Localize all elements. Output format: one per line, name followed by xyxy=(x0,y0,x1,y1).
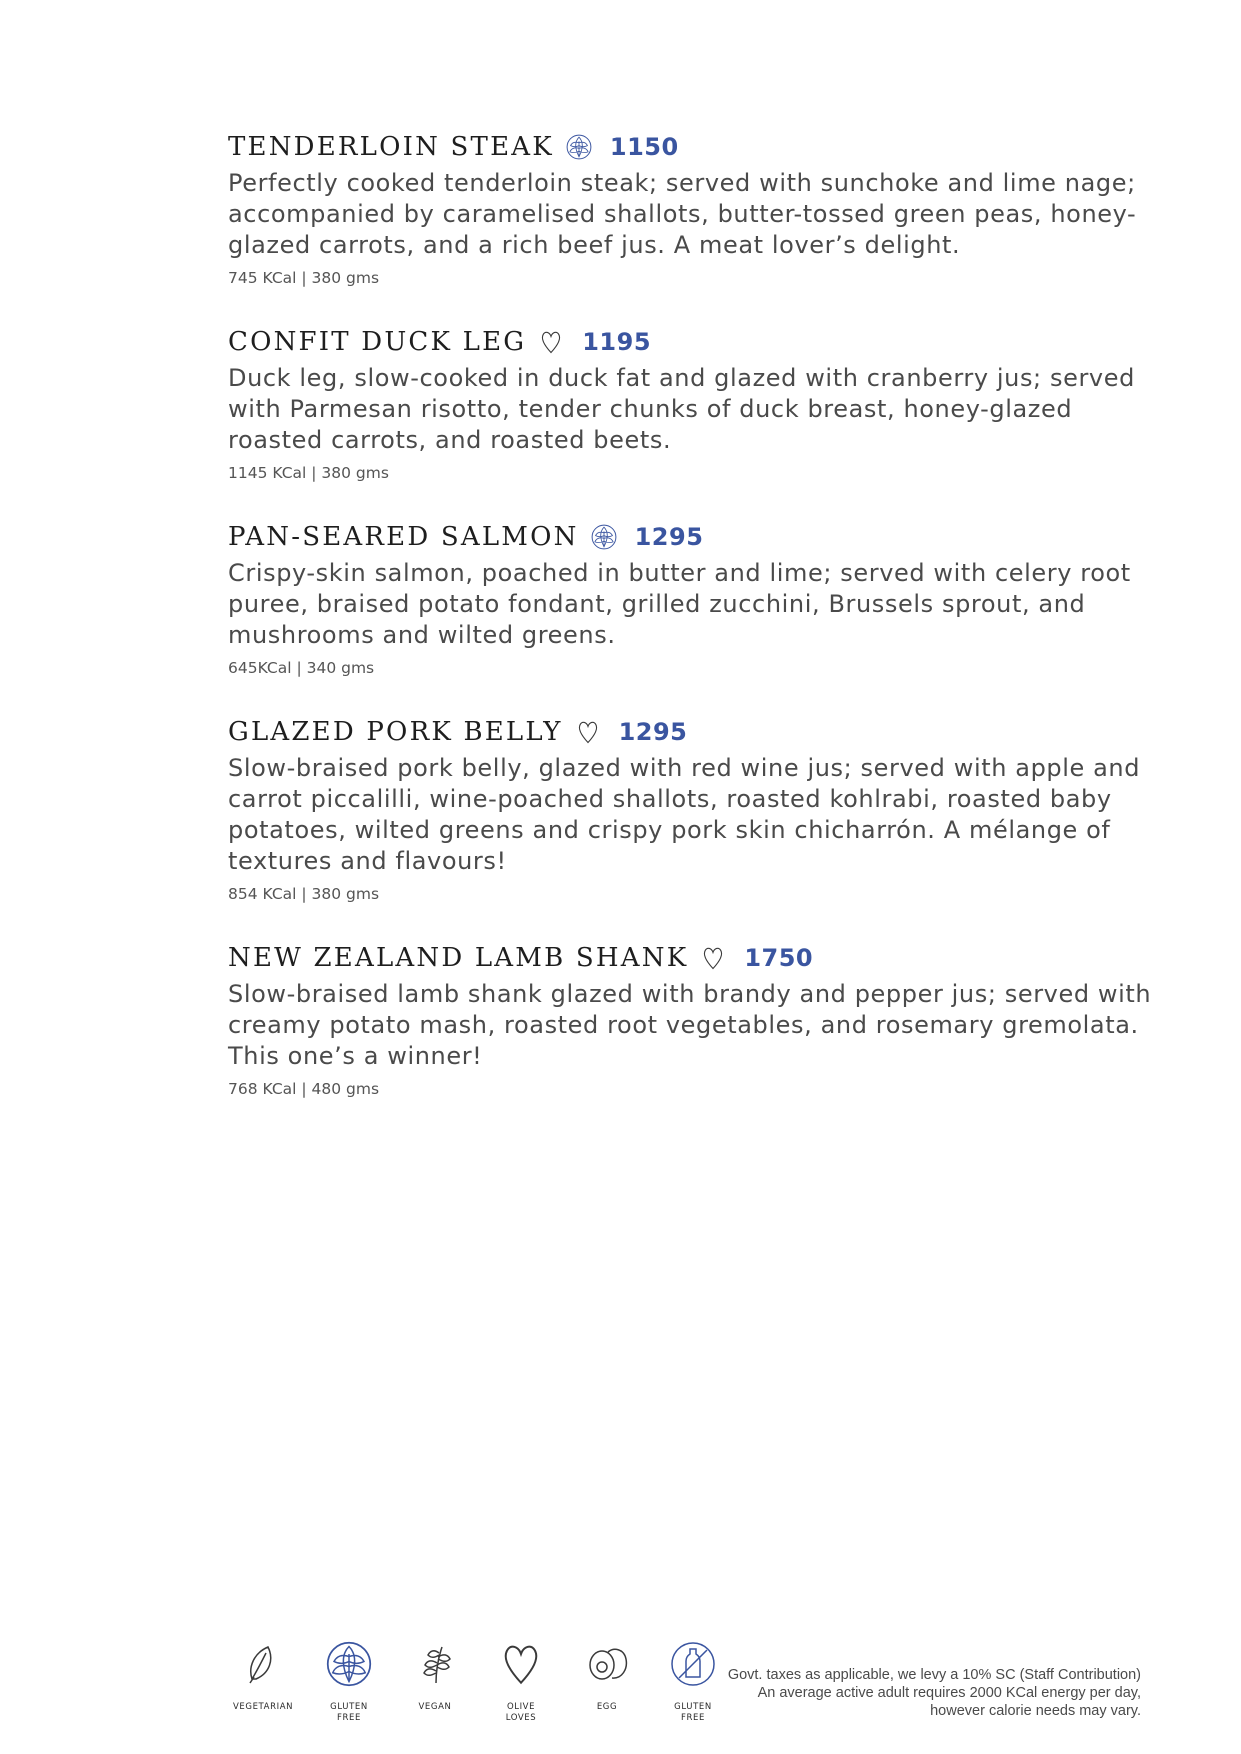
menu-item-description: Slow-braised lamb shank glazed with brandy and pepper jus; served with creamy potato mash, roasted root vegetables, and rosemary gremolata. This one’s a winner! xyxy=(228,980,1152,1070)
menu-item-title xyxy=(228,939,1168,977)
menu-item-title xyxy=(228,128,1168,166)
menu-item-name: NEW ZEALAND LAMB SHANK xyxy=(228,943,689,973)
menu-item-title xyxy=(228,518,1168,556)
menu-item xyxy=(228,323,1168,482)
olive-loves-icon xyxy=(573,717,603,747)
egg-icon xyxy=(582,1636,632,1692)
legend-label: GLUTEN FREE xyxy=(674,1702,712,1723)
menu-item-price: 1295 xyxy=(634,523,704,551)
menu-item-price: 1750 xyxy=(744,944,814,972)
gluten-free-bottle-icon xyxy=(668,1636,718,1692)
menu-item-price: 1295 xyxy=(618,718,688,746)
menu-item-name: TENDERLOIN STEAK xyxy=(228,132,554,162)
olive-loves-icon xyxy=(536,327,566,357)
menu-item-nutrition: 745 KCal | 380 gms xyxy=(228,269,380,287)
gluten-free-icon xyxy=(589,522,619,552)
gluten-free-icon xyxy=(564,132,594,162)
legend-item-olive-loves xyxy=(478,1636,564,1724)
footnote-tax-line: Govt. taxes as applicable, we levy a 10% SC (Staff Contribution) xyxy=(727,1667,1141,1683)
menu-item-price: 1150 xyxy=(609,133,679,161)
menu-item-name: CONFIT DUCK LEG xyxy=(228,327,527,357)
vegan-sprig-icon xyxy=(410,1636,460,1692)
legend-item-egg xyxy=(564,1636,650,1713)
menu-item-name: PAN-SEARED SALMON xyxy=(228,522,579,552)
menu-item-title xyxy=(228,713,1168,751)
menu-item-description: Slow-braised pork belly, glazed with red wine jus; served with apple and carrot piccalilli, wine-poached shallots, roasted kohlrabi, roasted baby potatoes, wilted greens and crispy pork skin chicharrón. A mélange of textures and flavours! xyxy=(228,754,1141,875)
menu-item-title xyxy=(228,323,1168,361)
olive-loves-icon xyxy=(698,943,728,973)
menu-item xyxy=(228,518,1168,677)
menu-item-nutrition: 645KCal | 340 gms xyxy=(228,659,375,677)
menu-item-nutrition: 1145 KCal | 380 gms xyxy=(228,464,389,482)
dietary-legend xyxy=(220,1636,736,1724)
footnote-calorie-line: An average active adult requires 2000 KCal energy per day, xyxy=(757,1685,1141,1701)
menu-item xyxy=(228,128,1168,287)
menu-item xyxy=(228,939,1168,1098)
legend-label: VEGAN xyxy=(418,1702,452,1712)
menu-item-description: Perfectly cooked tenderloin steak; served with sunchoke and lime nage; accompanied by caramelised shallots, butter-tossed green peas, honey-glazed carrots, and a rich beef jus. A meat lover’s delight. xyxy=(228,169,1137,259)
legend-item-vegetarian xyxy=(220,1636,306,1713)
legend-label: OLIVE LOVES xyxy=(505,1702,537,1723)
menu-list xyxy=(228,128,1168,1134)
olive-loves-heart-icon xyxy=(496,1636,546,1692)
gluten-free-grain-icon xyxy=(324,1636,374,1692)
legend-label: EGG xyxy=(596,1702,618,1712)
legend-item-gluten-free-bottle xyxy=(650,1636,736,1724)
footnote-calorie-note: however calorie needs may vary. xyxy=(930,1703,1141,1719)
legend-label: GLUTEN FREE xyxy=(330,1702,368,1723)
footnote xyxy=(728,1666,1141,1720)
menu-item-nutrition: 854 KCal | 380 gms xyxy=(228,885,380,903)
legend-item-gluten-free xyxy=(306,1636,392,1724)
menu-item-description: Duck leg, slow-cooked in duck fat and glazed with cranberry jus; served with Parmesan risotto, tender chunks of duck breast, honey-glazed roasted carrots, and roasted beets. xyxy=(228,364,1135,454)
legend-item-vegan xyxy=(392,1636,478,1713)
menu-item-price: 1195 xyxy=(582,328,652,356)
menu-item xyxy=(228,713,1168,903)
menu-item-nutrition: 768 KCal | 480 gms xyxy=(228,1080,380,1098)
menu-item-name: GLAZED PORK BELLY xyxy=(228,717,563,747)
menu-item-description: Crispy-skin salmon, poached in butter and lime; served with celery root puree, braised potato fondant, grilled zucchini, Brussels sprout, and mushrooms and wilted greens. xyxy=(228,559,1131,649)
legend-label: VEGETARIAN xyxy=(233,1702,294,1712)
vegetarian-leaf-icon xyxy=(238,1636,288,1692)
